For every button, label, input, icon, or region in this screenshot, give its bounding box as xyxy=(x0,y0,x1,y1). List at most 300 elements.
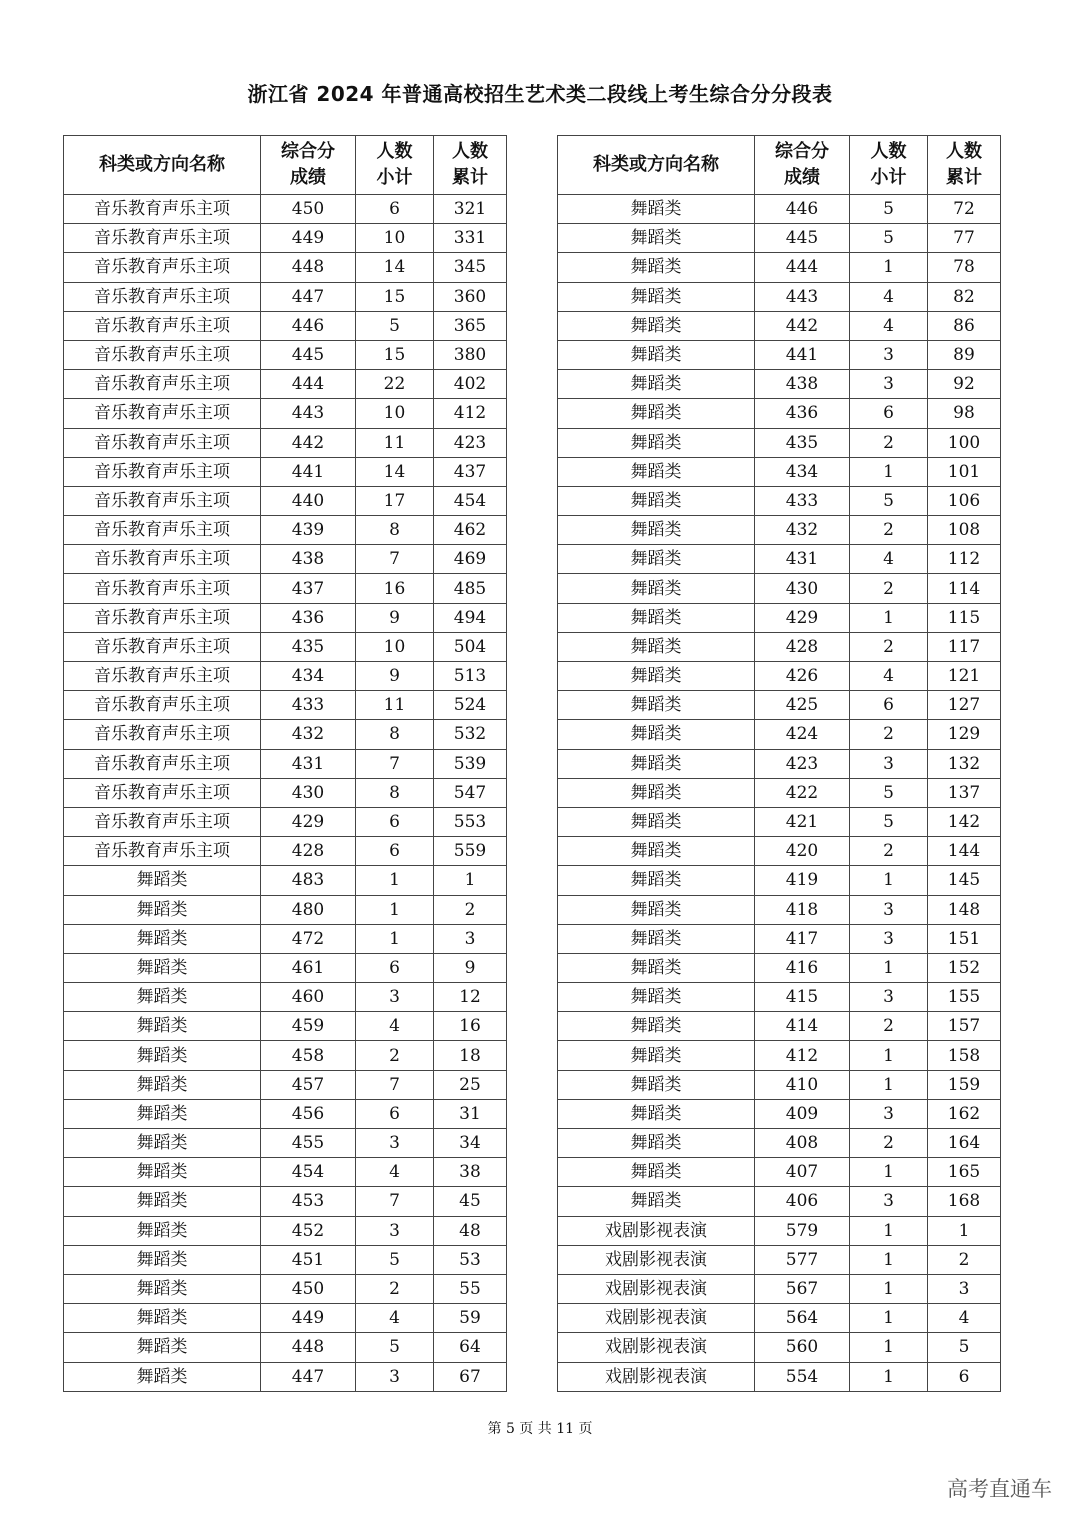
cell-score: 443 xyxy=(755,282,850,311)
cell-category: 音乐教育声乐主项 xyxy=(64,603,261,632)
cell-category: 舞蹈类 xyxy=(558,603,755,632)
cell-cumulative: 494 xyxy=(434,603,507,632)
cell-score: 431 xyxy=(261,749,356,778)
cell-count: 2 xyxy=(850,516,928,545)
cell-count: 3 xyxy=(850,924,928,953)
cell-category: 舞蹈类 xyxy=(558,1070,755,1099)
cell-category: 舞蹈类 xyxy=(558,545,755,574)
cell-cumulative: 157 xyxy=(928,1012,1001,1041)
cell-category: 舞蹈类 xyxy=(558,340,755,369)
cell-count: 3 xyxy=(356,1216,434,1245)
table-row xyxy=(64,1070,507,1099)
cell-score: 410 xyxy=(755,1070,850,1099)
cell-category: 戏剧影视表演 xyxy=(558,1333,755,1362)
cell-count: 1 xyxy=(850,1245,928,1274)
cell-cumulative: 9 xyxy=(434,953,507,982)
cell-cumulative: 129 xyxy=(928,720,1001,749)
cell-category: 舞蹈类 xyxy=(558,486,755,515)
cell-cumulative: 162 xyxy=(928,1099,1001,1128)
cell-cumulative: 45 xyxy=(434,1187,507,1216)
table-row xyxy=(558,457,1001,486)
cell-score: 577 xyxy=(755,1245,850,1274)
cell-count: 2 xyxy=(850,428,928,457)
table-row xyxy=(558,691,1001,720)
cell-score: 564 xyxy=(755,1304,850,1333)
table-row xyxy=(64,632,507,661)
table-row xyxy=(64,1129,507,1158)
cell-score: 442 xyxy=(261,428,356,457)
cell-category: 舞蹈类 xyxy=(558,720,755,749)
cell-score: 422 xyxy=(755,778,850,807)
table-row xyxy=(64,866,507,895)
cell-count: 14 xyxy=(356,457,434,486)
cell-category: 音乐教育声乐主项 xyxy=(64,224,261,253)
cell-count: 4 xyxy=(356,1012,434,1041)
cell-count: 3 xyxy=(850,749,928,778)
cell-count: 2 xyxy=(850,720,928,749)
table-row xyxy=(64,953,507,982)
table-row xyxy=(558,807,1001,836)
cell-cumulative: 485 xyxy=(434,574,507,603)
cell-category: 舞蹈类 xyxy=(558,370,755,399)
cell-cumulative: 137 xyxy=(928,778,1001,807)
cell-score: 454 xyxy=(261,1158,356,1187)
cell-count: 6 xyxy=(850,691,928,720)
cell-score: 415 xyxy=(755,983,850,1012)
cell-category: 音乐教育声乐主项 xyxy=(64,311,261,340)
cell-cumulative: 2 xyxy=(928,1245,1001,1274)
cell-count: 3 xyxy=(356,1129,434,1158)
table-body-right xyxy=(558,195,1001,1392)
cell-category: 音乐教育声乐主项 xyxy=(64,778,261,807)
table-header-row xyxy=(64,136,507,195)
cell-count: 4 xyxy=(850,545,928,574)
cell-score: 472 xyxy=(261,924,356,953)
table-row xyxy=(64,574,507,603)
cell-count: 1 xyxy=(850,1362,928,1391)
cell-cumulative: 380 xyxy=(434,340,507,369)
cell-category: 舞蹈类 xyxy=(64,1099,261,1128)
cell-score: 409 xyxy=(755,1099,850,1128)
cell-category: 舞蹈类 xyxy=(64,1274,261,1303)
cell-count: 15 xyxy=(356,282,434,311)
cell-category: 舞蹈类 xyxy=(558,983,755,1012)
score-table-left xyxy=(63,135,507,1392)
cell-count: 9 xyxy=(356,603,434,632)
cell-cumulative: 142 xyxy=(928,807,1001,836)
table-row xyxy=(64,778,507,807)
cell-cumulative: 12 xyxy=(434,983,507,1012)
cell-score: 455 xyxy=(261,1129,356,1158)
cell-score: 419 xyxy=(755,866,850,895)
cell-cumulative: 114 xyxy=(928,574,1001,603)
table-row xyxy=(558,778,1001,807)
score-table-right xyxy=(557,135,1001,1392)
cell-cumulative: 67 xyxy=(434,1362,507,1391)
cell-score: 456 xyxy=(261,1099,356,1128)
cell-cumulative: 3 xyxy=(928,1274,1001,1303)
cell-category: 戏剧影视表演 xyxy=(558,1274,755,1303)
cell-cumulative: 82 xyxy=(928,282,1001,311)
cell-cumulative: 462 xyxy=(434,516,507,545)
cell-category: 舞蹈类 xyxy=(64,1129,261,1158)
cell-count: 22 xyxy=(356,370,434,399)
cell-category: 音乐教育声乐主项 xyxy=(64,632,261,661)
cell-category: 音乐教育声乐主项 xyxy=(64,516,261,545)
cell-score: 424 xyxy=(755,720,850,749)
cell-cumulative: 132 xyxy=(928,749,1001,778)
cell-score: 439 xyxy=(261,516,356,545)
table-row xyxy=(64,1304,507,1333)
table-row xyxy=(64,603,507,632)
cell-score: 459 xyxy=(261,1012,356,1041)
cell-score: 434 xyxy=(755,457,850,486)
table-row xyxy=(558,1012,1001,1041)
cell-score: 436 xyxy=(261,603,356,632)
cell-cumulative: 547 xyxy=(434,778,507,807)
cell-cumulative: 38 xyxy=(434,1158,507,1187)
cell-count: 15 xyxy=(356,340,434,369)
cell-cumulative: 101 xyxy=(928,457,1001,486)
cell-count: 4 xyxy=(850,662,928,691)
cell-score: 447 xyxy=(261,282,356,311)
cell-count: 3 xyxy=(850,340,928,369)
table-row xyxy=(64,486,507,515)
cell-count: 1 xyxy=(850,1304,928,1333)
cell-cumulative: 158 xyxy=(928,1041,1001,1070)
cell-score: 432 xyxy=(755,516,850,545)
cell-category: 音乐教育声乐主项 xyxy=(64,749,261,778)
table-row xyxy=(558,1304,1001,1333)
cell-category: 音乐教育声乐主项 xyxy=(64,691,261,720)
cell-cumulative: 402 xyxy=(434,370,507,399)
cell-score: 445 xyxy=(261,340,356,369)
table-row xyxy=(64,253,507,282)
table-row xyxy=(558,1362,1001,1391)
table-row xyxy=(558,1216,1001,1245)
cell-count: 11 xyxy=(356,691,434,720)
cell-cumulative: 412 xyxy=(434,399,507,428)
table-row xyxy=(558,224,1001,253)
cell-score: 407 xyxy=(755,1158,850,1187)
cell-cumulative: 155 xyxy=(928,983,1001,1012)
cell-category: 舞蹈类 xyxy=(64,924,261,953)
cell-score: 554 xyxy=(755,1362,850,1391)
cell-category: 舞蹈类 xyxy=(558,428,755,457)
cell-category: 舞蹈类 xyxy=(64,895,261,924)
cell-count: 10 xyxy=(356,224,434,253)
cell-category: 音乐教育声乐主项 xyxy=(64,837,261,866)
cell-category: 舞蹈类 xyxy=(558,837,755,866)
cell-score: 442 xyxy=(755,311,850,340)
cell-cumulative: 53 xyxy=(434,1245,507,1274)
table-row xyxy=(558,603,1001,632)
cell-category: 舞蹈类 xyxy=(558,749,755,778)
cell-score: 448 xyxy=(261,253,356,282)
cell-cumulative: 18 xyxy=(434,1041,507,1070)
table-row xyxy=(64,1216,507,1245)
cell-count: 7 xyxy=(356,545,434,574)
cell-count: 3 xyxy=(850,983,928,1012)
cell-count: 4 xyxy=(850,282,928,311)
table-row xyxy=(64,720,507,749)
cell-cumulative: 64 xyxy=(434,1333,507,1362)
cell-score: 446 xyxy=(261,311,356,340)
table-row xyxy=(64,457,507,486)
header-score: 综合分 成绩 xyxy=(755,136,850,195)
cell-category: 音乐教育声乐主项 xyxy=(64,486,261,515)
cell-category: 音乐教育声乐主项 xyxy=(64,662,261,691)
cell-cumulative: 345 xyxy=(434,253,507,282)
cell-category: 舞蹈类 xyxy=(558,662,755,691)
cell-cumulative: 553 xyxy=(434,807,507,836)
cell-cumulative: 1 xyxy=(928,1216,1001,1245)
table-header-row xyxy=(558,136,1001,195)
cell-score: 460 xyxy=(261,983,356,1012)
table-row xyxy=(64,1012,507,1041)
cell-cumulative: 321 xyxy=(434,195,507,224)
cell-category: 音乐教育声乐主项 xyxy=(64,720,261,749)
cell-category: 舞蹈类 xyxy=(64,1245,261,1274)
cell-count: 5 xyxy=(356,311,434,340)
cell-count: 7 xyxy=(356,1070,434,1099)
table-row xyxy=(558,1070,1001,1099)
cell-category: 舞蹈类 xyxy=(558,924,755,953)
cell-count: 6 xyxy=(850,399,928,428)
cell-cumulative: 98 xyxy=(928,399,1001,428)
cell-score: 430 xyxy=(755,574,850,603)
cell-count: 2 xyxy=(850,632,928,661)
cell-score: 423 xyxy=(755,749,850,778)
cell-score: 444 xyxy=(755,253,850,282)
table-row xyxy=(64,370,507,399)
table-row xyxy=(558,837,1001,866)
cell-cumulative: 151 xyxy=(928,924,1001,953)
cell-score: 435 xyxy=(261,632,356,661)
cell-cumulative: 55 xyxy=(434,1274,507,1303)
cell-category: 舞蹈类 xyxy=(558,1099,755,1128)
table-row xyxy=(558,545,1001,574)
cell-cumulative: 164 xyxy=(928,1129,1001,1158)
cell-score: 406 xyxy=(755,1187,850,1216)
table-row xyxy=(558,516,1001,545)
cell-category: 舞蹈类 xyxy=(64,1158,261,1187)
header-category: 科类或方向名称 xyxy=(64,136,261,195)
cell-category: 舞蹈类 xyxy=(64,953,261,982)
cell-category: 音乐教育声乐主项 xyxy=(64,428,261,457)
cell-score: 443 xyxy=(261,399,356,428)
cell-count: 1 xyxy=(356,895,434,924)
cell-cumulative: 108 xyxy=(928,516,1001,545)
cell-cumulative: 48 xyxy=(434,1216,507,1245)
cell-category: 舞蹈类 xyxy=(558,778,755,807)
table-row xyxy=(64,1099,507,1128)
table-row xyxy=(64,895,507,924)
cell-count: 1 xyxy=(850,1070,928,1099)
cell-score: 426 xyxy=(755,662,850,691)
cell-cumulative: 115 xyxy=(928,603,1001,632)
cell-category: 舞蹈类 xyxy=(558,807,755,836)
cell-count: 1 xyxy=(850,1216,928,1245)
table-row xyxy=(64,399,507,428)
cell-count: 9 xyxy=(356,662,434,691)
cell-count: 7 xyxy=(356,749,434,778)
cell-count: 10 xyxy=(356,399,434,428)
cell-score: 429 xyxy=(755,603,850,632)
cell-cumulative: 112 xyxy=(928,545,1001,574)
cell-cumulative: 454 xyxy=(434,486,507,515)
cell-count: 1 xyxy=(850,1041,928,1070)
table-row xyxy=(558,1041,1001,1070)
cell-category: 舞蹈类 xyxy=(558,1158,755,1187)
table-row xyxy=(558,370,1001,399)
cell-category: 舞蹈类 xyxy=(64,1333,261,1362)
cell-score: 417 xyxy=(755,924,850,953)
cell-score: 433 xyxy=(755,486,850,515)
table-row xyxy=(558,749,1001,778)
cell-category: 音乐教育声乐主项 xyxy=(64,399,261,428)
cell-cumulative: 77 xyxy=(928,224,1001,253)
cell-cumulative: 437 xyxy=(434,457,507,486)
cell-count: 3 xyxy=(850,1099,928,1128)
table-row xyxy=(558,1129,1001,1158)
cell-count: 5 xyxy=(356,1333,434,1362)
cell-count: 6 xyxy=(356,807,434,836)
cell-category: 音乐教育声乐主项 xyxy=(64,282,261,311)
cell-category: 舞蹈类 xyxy=(558,1041,755,1070)
cell-count: 2 xyxy=(850,1129,928,1158)
cell-cumulative: 100 xyxy=(928,428,1001,457)
cell-count: 2 xyxy=(850,1012,928,1041)
cell-score: 567 xyxy=(755,1274,850,1303)
cell-score: 414 xyxy=(755,1012,850,1041)
cell-category: 舞蹈类 xyxy=(64,1187,261,1216)
cell-count: 11 xyxy=(356,428,434,457)
table-row xyxy=(558,340,1001,369)
table-row xyxy=(64,1187,507,1216)
cell-cumulative: 524 xyxy=(434,691,507,720)
cell-cumulative: 144 xyxy=(928,837,1001,866)
table-row xyxy=(64,1362,507,1391)
cell-count: 6 xyxy=(356,837,434,866)
cell-count: 8 xyxy=(356,720,434,749)
cell-count: 2 xyxy=(356,1274,434,1303)
cell-category: 舞蹈类 xyxy=(558,895,755,924)
cell-cumulative: 16 xyxy=(434,1012,507,1041)
cell-score: 441 xyxy=(755,340,850,369)
cell-count: 5 xyxy=(850,486,928,515)
cell-count: 10 xyxy=(356,632,434,661)
cell-category: 音乐教育声乐主项 xyxy=(64,457,261,486)
cell-score: 438 xyxy=(755,370,850,399)
cell-category: 音乐教育声乐主项 xyxy=(64,545,261,574)
table-row xyxy=(558,282,1001,311)
table-row xyxy=(64,1333,507,1362)
cell-cumulative: 31 xyxy=(434,1099,507,1128)
header-cumulative: 人数 累计 xyxy=(928,136,1001,195)
cell-count: 5 xyxy=(850,195,928,224)
cell-category: 舞蹈类 xyxy=(558,457,755,486)
table-row xyxy=(64,224,507,253)
cell-category: 舞蹈类 xyxy=(64,1041,261,1070)
cell-cumulative: 127 xyxy=(928,691,1001,720)
cell-category: 戏剧影视表演 xyxy=(558,1304,755,1333)
header-count: 人数 小计 xyxy=(356,136,434,195)
table-row xyxy=(64,282,507,311)
cell-category: 音乐教育声乐主项 xyxy=(64,195,261,224)
cell-cumulative: 331 xyxy=(434,224,507,253)
cell-cumulative: 78 xyxy=(928,253,1001,282)
table-row xyxy=(558,311,1001,340)
cell-count: 3 xyxy=(850,1187,928,1216)
cell-count: 1 xyxy=(850,603,928,632)
header-count: 人数 小计 xyxy=(850,136,928,195)
cell-score: 425 xyxy=(755,691,850,720)
table-row xyxy=(558,1158,1001,1187)
table-row xyxy=(558,1099,1001,1128)
table-row xyxy=(64,545,507,574)
cell-category: 音乐教育声乐主项 xyxy=(64,807,261,836)
table-row xyxy=(558,253,1001,282)
table-row xyxy=(64,983,507,1012)
cell-score: 480 xyxy=(261,895,356,924)
cell-count: 3 xyxy=(356,983,434,1012)
cell-cumulative: 3 xyxy=(434,924,507,953)
cell-cumulative: 469 xyxy=(434,545,507,574)
cell-category: 舞蹈类 xyxy=(558,195,755,224)
cell-score: 451 xyxy=(261,1245,356,1274)
table-row xyxy=(558,1274,1001,1303)
cell-category: 戏剧影视表演 xyxy=(558,1216,755,1245)
page-title: 浙江省 2024 年普通高校招生艺术类二段线上考生综合分分段表 xyxy=(247,82,833,106)
cell-score: 408 xyxy=(755,1129,850,1158)
cell-score: 450 xyxy=(261,195,356,224)
cell-score: 458 xyxy=(261,1041,356,1070)
cell-cumulative: 513 xyxy=(434,662,507,691)
cell-cumulative: 5 xyxy=(928,1333,1001,1362)
cell-score: 428 xyxy=(261,837,356,866)
table-row xyxy=(558,574,1001,603)
cell-score: 430 xyxy=(261,778,356,807)
cell-cumulative: 423 xyxy=(434,428,507,457)
cell-cumulative: 365 xyxy=(434,311,507,340)
cell-count: 1 xyxy=(850,1158,928,1187)
cell-score: 435 xyxy=(755,428,850,457)
cell-count: 2 xyxy=(850,574,928,603)
cell-count: 1 xyxy=(850,1274,928,1303)
cell-count: 3 xyxy=(850,370,928,399)
cell-score: 446 xyxy=(755,195,850,224)
cell-count: 1 xyxy=(356,924,434,953)
cell-category: 舞蹈类 xyxy=(558,224,755,253)
cell-cumulative: 72 xyxy=(928,195,1001,224)
cell-category: 舞蹈类 xyxy=(64,1216,261,1245)
cell-score: 579 xyxy=(755,1216,850,1245)
table-row xyxy=(64,924,507,953)
cell-category: 舞蹈类 xyxy=(64,983,261,1012)
cell-cumulative: 106 xyxy=(928,486,1001,515)
cell-category: 音乐教育声乐主项 xyxy=(64,253,261,282)
cell-cumulative: 1 xyxy=(434,866,507,895)
cell-score: 483 xyxy=(261,866,356,895)
table-row xyxy=(558,662,1001,691)
cell-category: 舞蹈类 xyxy=(64,1012,261,1041)
cell-count: 8 xyxy=(356,778,434,807)
table-row xyxy=(64,1245,507,1274)
table-row xyxy=(64,1041,507,1070)
watermark: 高考直通车 xyxy=(947,1477,1052,1501)
cell-count: 7 xyxy=(356,1187,434,1216)
